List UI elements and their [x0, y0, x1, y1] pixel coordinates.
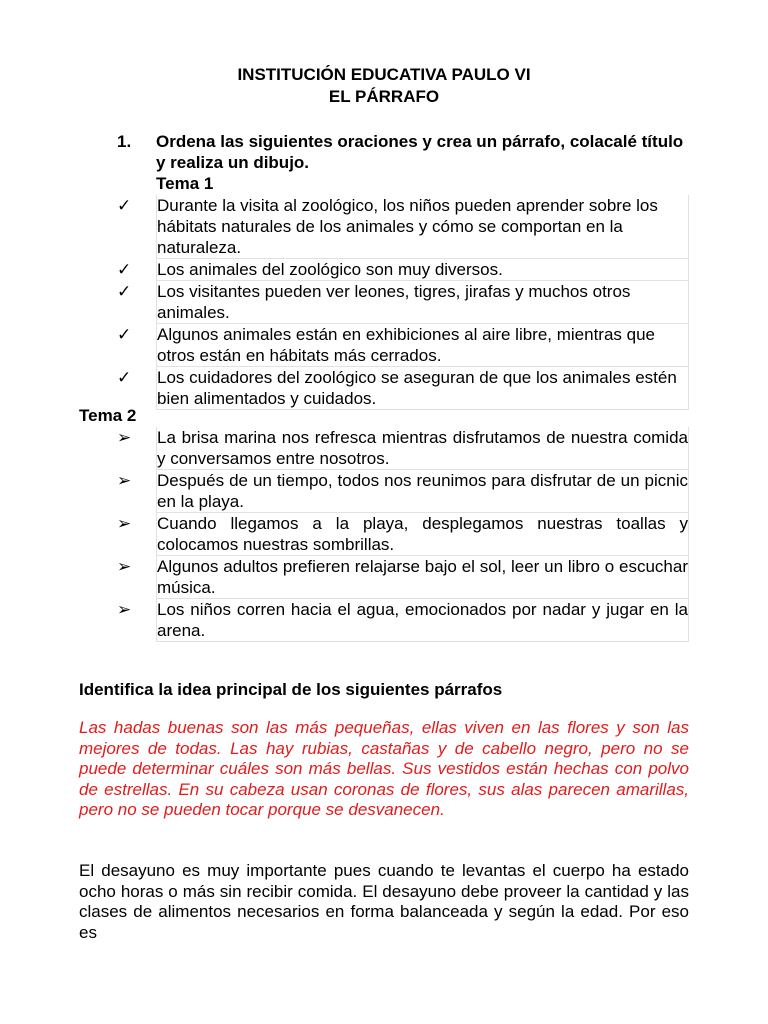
section-heading: Identifica la idea principal de los siguientes párrafos	[79, 680, 503, 699]
tema-2-list	[0, 427, 768, 642]
checkmark-icon: ✓	[117, 282, 132, 301]
list-item-text: Cuando llegamos a la playa, desplegamos nuestras toallas y colocamos nuestras sombrillas.	[157, 514, 688, 554]
arrow-bullet-icon: ➢	[117, 471, 132, 490]
arrow-bullet-icon: ➢	[117, 557, 132, 576]
arrow-bullet-icon: ➢	[117, 514, 132, 533]
fairies-paragraph: Las hadas buenas son las más pequeñas, ellas viven en las flores y son las mejores de todas. Las hay rubias, castañas y de cabello negro, pero no se puede determinar cuáles son más bellas. Sus vestidos están hechas con polvo de estrellas. En su cabeza usan coronas de flores, sus alas parecen amarillas, pero no se pueden tocar porque se desvanecen.	[79, 718, 689, 819]
list-item-text: Algunos animales están en exhibiciones al aire libre, mientras que otros están en hábitats más cerrados.	[156, 324, 689, 367]
arrow-bullet-icon: ➢	[117, 428, 132, 447]
list-item	[0, 259, 768, 281]
list-item	[0, 367, 768, 410]
list-item	[0, 470, 768, 513]
question-number: 1.	[117, 132, 132, 151]
list-item	[0, 427, 768, 470]
checkmark-icon: ✓	[117, 260, 132, 279]
checkmark-icon: ✓	[117, 368, 132, 387]
tema-1-label: Tema 1	[156, 174, 214, 193]
subject-title: EL PÁRRAFO	[328, 87, 440, 106]
institution-title: INSTITUCIÓN EDUCATIVA PAULO VI	[237, 65, 531, 84]
list-item	[0, 281, 768, 324]
list-item	[0, 556, 768, 599]
list-item-text: Los visitantes pueden ver leones, tigres, jirafas y muchos otros animales.	[156, 281, 689, 324]
checkmark-icon: ✓	[117, 196, 132, 215]
question-text: Ordena las siguientes oraciones y crea un párrafo, colacalé título y realiza un dibujo.	[156, 132, 684, 172]
list-item	[0, 599, 768, 642]
list-item	[0, 513, 768, 556]
checkmark-icon: ✓	[117, 325, 132, 344]
list-item	[0, 324, 768, 367]
list-item-text: Después de un tiempo, todos nos reunimos para disfrutar de un picnic en la playa.	[157, 471, 688, 511]
tema-1-list	[0, 195, 768, 410]
list-item-text: Algunos adultos prefieren relajarse bajo el sol, leer un libro o escuchar música.	[157, 557, 688, 597]
list-item-text: Durante la visita al zoológico, los niños pueden aprender sobre los hábitats naturales de los animales y cómo se comportan en la naturaleza.	[156, 195, 689, 259]
list-item	[0, 195, 768, 259]
list-item-text: Los animales del zoológico son muy diversos.	[156, 259, 689, 281]
arrow-bullet-icon: ➢	[117, 600, 132, 619]
list-item-text: La brisa marina nos refresca mientras disfrutamos de nuestra comida y conversamos entre nosotros.	[157, 428, 688, 468]
breakfast-paragraph: El desayuno es muy importante pues cuando te levantas el cuerpo ha estado ocho horas o más sin recibir comida. El desayuno debe proveer la cantidad y las clases de alimentos necesarios en forma balanceada y según la edad. Por eso es	[79, 861, 689, 942]
tema-2-label: Tema 2	[79, 406, 137, 425]
list-item-text: Los niños corren hacia el agua, emocionados por nadar y jugar en la arena.	[157, 600, 688, 640]
list-item-text: Los cuidadores del zoológico se aseguran de que los animales estén bien alimentados y cuidados.	[156, 367, 689, 410]
